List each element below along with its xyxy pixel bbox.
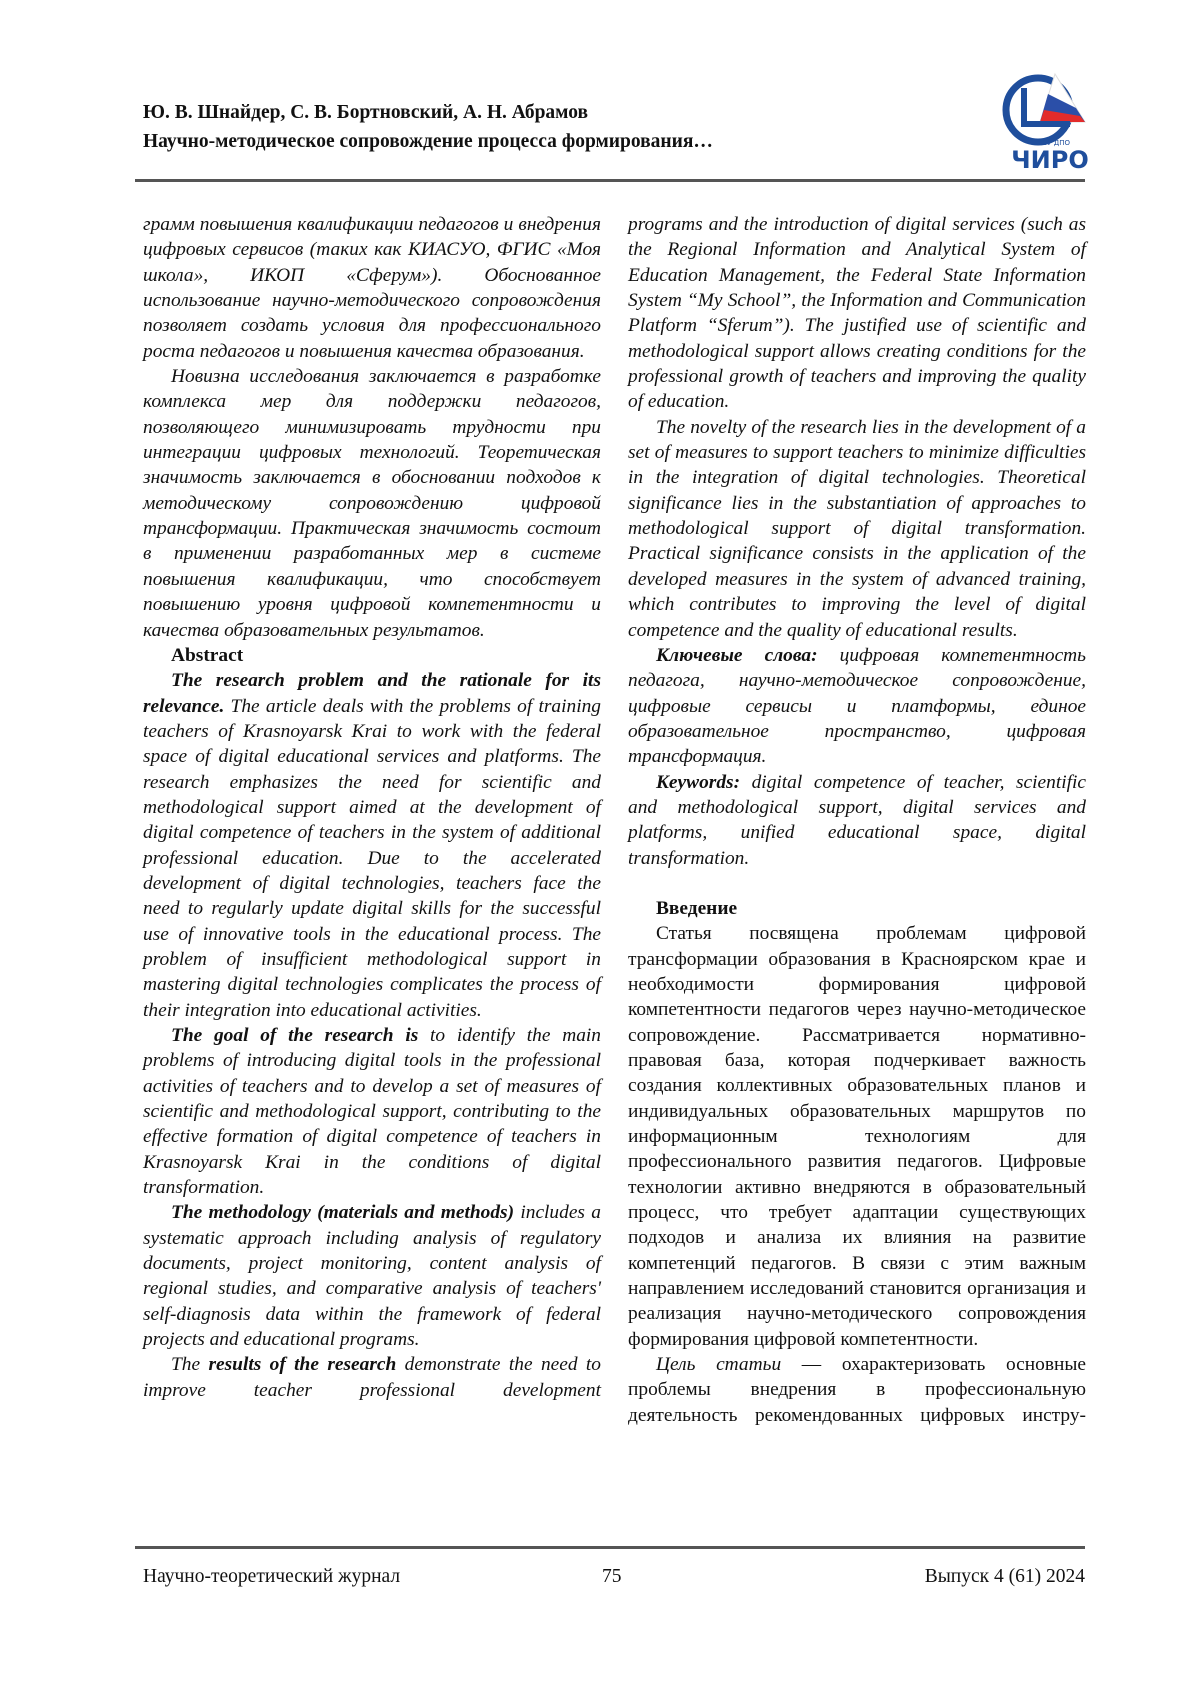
bold-run: Ключевые слова: bbox=[656, 645, 818, 666]
right-column bbox=[628, 212, 1086, 1428]
paragraph bbox=[143, 1352, 601, 1403]
paragraph: Новизна исследования заключается в разработке комплекса мер для поддержки педагогов, позволяющего минимизировать трудности при интеграции цифровых технологий. Теоретическая значимость заключается в обосновании подходов к методическому сопровождению цифровой трансформации. Практическая значимость состоит в применении разработанных мер в системе повышения квалификации, что способствует повышению уровня цифровой компетентности и качества образовательных результатов. bbox=[143, 364, 601, 643]
left-column bbox=[143, 212, 601, 1403]
paragraph bbox=[628, 1352, 1086, 1428]
header-title: Научно-методическое сопровождение процесса формирования… bbox=[143, 127, 713, 156]
keywords-en bbox=[628, 770, 1086, 871]
paragraph: The novelty of the research lies in the development of a set of measures to support teachers to minimize difficulties in the integration of digital technologies. Theoretical significance lies in the substantiation of approaches to methodological support of digital transformation. Practical significance consists in the application of the developed measures in the system of advanced training, which contributes to improving the level of digital competence and the quality of educational results. bbox=[628, 415, 1086, 643]
paragraph bbox=[143, 668, 601, 1023]
keywords-ru bbox=[628, 643, 1086, 770]
bold-run: The research problem and the rationale for its relevance. bbox=[143, 670, 601, 716]
bold-run: The goal of the research is bbox=[171, 1025, 418, 1046]
text-run: includes a systematic approach including analysis of regulatory documents, project monitoring, content analysis of regional studies, and comparative analysis of teachers' self-diagnosis data within the framework of federal projects and educational programs. bbox=[143, 1202, 601, 1350]
bold-run: The methodology (materials and methods) bbox=[171, 1202, 514, 1223]
paragraph: грамм повышения квалификации педагогов и внедрения цифровых сервисов (таких как КИАСУО, ФГИС «Моя школа», ИКОП «Сферум»). Обоснованное использование научно-методического сопровождения позволяет создать условия для профессионального роста педагогов и повышения качества образования. bbox=[143, 212, 601, 364]
chiro-logo bbox=[1000, 70, 1100, 174]
page-number: 75 bbox=[602, 1566, 622, 1588]
text-run: The bbox=[171, 1354, 208, 1375]
header-rule bbox=[135, 179, 1085, 182]
running-header bbox=[143, 98, 713, 156]
paragraph bbox=[143, 1200, 601, 1352]
bold-run: Keywords: bbox=[656, 772, 740, 793]
footer-rule bbox=[135, 1546, 1085, 1549]
text-run: to identify the main problems of introducing digital tools in the professional activities of teachers and to develop a set of measures of scientific and methodological support, contributing to the effective formation of digital competence of teachers in Krasnoyarsk Krai in the conditions of digital transformation. bbox=[143, 1025, 601, 1198]
spacer bbox=[628, 871, 1086, 896]
text-run: digital competence of teacher, scientific and methodological support, digital services and platforms, unified educational space, digital transformation. bbox=[628, 772, 1086, 869]
header-authors: Ю. В. Шнайдер, С. В. Бортновский, А. Н. Абрамов bbox=[143, 98, 713, 127]
text-run: demonstrate the need to improve teacher professional development bbox=[143, 1354, 601, 1400]
text-run: The article deals with the problems of training teachers of Krasnoyarsk Krai to work with the federal space of digital educational services and platforms. The research emphasizes the need for scientific and methodological support aimed at the development of digital competence of teachers in the system of additional professional education. Due to the accelerated development of digital technologies, teachers face the need to regularly update digital skills for the successful use of innovative tools in the educational process. The problem of insufficient methodological support in mastering digital technologies complicates the process of their integration into educational activities. bbox=[143, 696, 601, 1021]
bold-run: results of the research bbox=[208, 1354, 396, 1375]
abstract-heading: Abstract bbox=[143, 643, 601, 668]
paragraph bbox=[143, 1023, 601, 1200]
paragraph: programs and the introduction of digital services (such as the Regional Information and Analytical System of Education Management, the Federal State Information System “My School”, the Information and Communication Platform “Sferum”). The justified use of scientific and methodological support allows creating conditions for the professional growth of teachers and improving the quality of education. bbox=[628, 212, 1086, 415]
intro-heading: Введение bbox=[628, 896, 1086, 921]
svg-text:ГБУ ДПО: ГБУ ДПО bbox=[1038, 139, 1070, 147]
italic-run: Цель статьи bbox=[656, 1354, 781, 1375]
paragraph: Статья посвящена проблемам цифровой трансформации образования в Красноярском крае и необходимости формирования цифровой компетентности педагогов через научно-методическое сопровождение. Рассматривается нормативно-правовая база, которая подчеркивает важность создания коллективных образовательных планов и индивидуальных образовательных маршрутов по информационным технологиям для профессионального развития педагогов. Цифровые технологии активно внедряются в образовательный процесс, что требует адаптации существующих подходов и анализа их влияния на развитие компетенций педагогов. В связи с этим важным направлением исследований становится организация и реализация научно-методического сопровождения формирования цифровой компетентности. bbox=[628, 921, 1086, 1352]
text-run: цифровая компетентность педагога, научно-методическое сопровождение, цифровые сервисы и платформы, единое образовательное пространство, цифровая трансформация. bbox=[628, 645, 1086, 767]
text-run: — охарактеризовать основные проблемы внедрения в профессиональную деятельность рекомендованных цифровых инстру- bbox=[628, 1354, 1086, 1426]
svg-text:ЧИРО: ЧИРО bbox=[1011, 146, 1088, 174]
footer-issue: Выпуск 4 (61) 2024 bbox=[925, 1566, 1085, 1588]
footer-journal: Научно-теоретический журнал bbox=[143, 1566, 400, 1588]
